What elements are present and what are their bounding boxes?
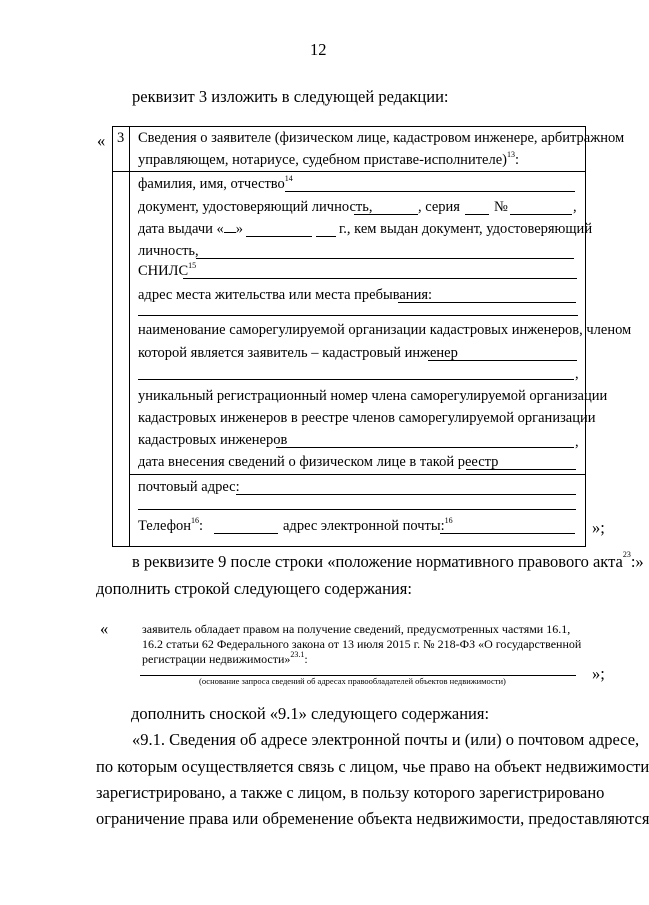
email-label: адрес электронной почты:$^{16}$ [283, 516, 453, 534]
reg-line-1: уникальный регистрационный номер члена саморегулируемой организации [138, 388, 608, 404]
issue-year-line[interactable] [316, 236, 336, 237]
address-line[interactable] [398, 302, 576, 303]
postal-label: почтовый адрес: [138, 479, 240, 495]
postal-line[interactable] [236, 494, 576, 495]
table-postal-divider [129, 474, 586, 475]
intro-text: реквизит 3 изложить в следующей редакции: [132, 87, 449, 106]
table-header-divider [112, 171, 586, 172]
paragraph-1-line-2: дополнить строкой следующего содержания: [96, 579, 412, 598]
paragraph-3-line-3: зарегистрировано, а также с лицом, в пользу которого зарегистрировано [96, 783, 605, 802]
header-line-1: Сведения о заявителе (физическом лице, кадастровом инженере, арбитражном [138, 130, 625, 146]
insert-line-2: 16.2 статьи 62 Федерального закона от 13 июля 2015 г. № 218-ФЗ «О государственной [142, 637, 582, 651]
series-line[interactable] [465, 214, 489, 215]
comma-mark: , [573, 199, 577, 215]
identity-line[interactable] [196, 258, 574, 259]
table-column-divider [129, 126, 130, 547]
table-bottom-border [112, 546, 586, 547]
document-type-line[interactable] [354, 214, 418, 215]
address-line-2[interactable] [138, 315, 578, 316]
paragraph-2: дополнить сноской «9.1» следующего содержания: [131, 704, 490, 723]
reg-line-2: кадастровых инженеров в реестре членов саморегулируемой организации [138, 410, 596, 426]
sro-line-1: наименование саморегулируемой организации кадастровых инженеров, членом [138, 322, 632, 338]
table-left-border [112, 126, 113, 547]
insert-close-quote: »; [592, 664, 605, 683]
snils-line[interactable] [183, 278, 577, 279]
issued-by-label: г., кем выдан документ, удостоверяющий [339, 221, 593, 237]
number-line[interactable] [510, 214, 572, 215]
phone-label: Телефон$^{16}$: [138, 516, 204, 534]
series-label: , серия [418, 199, 460, 215]
phone-line[interactable] [214, 533, 278, 534]
issue-month-line[interactable] [246, 236, 312, 237]
reg-line-3: кадастровых инженеров [138, 432, 288, 448]
paragraph-3-line-4: ограничение права или обременение объекта недвижимости, предоставляются [96, 809, 649, 828]
insert-line-3: регистрации недвижимости»$^{23.1}$: [142, 650, 308, 666]
fio-field-line[interactable] [285, 191, 575, 192]
paragraph-1-line-1: в реквизите 9 после строки «положение нормативного правового акта$^{23}$:» [132, 550, 644, 571]
comma-mark: , [575, 434, 579, 450]
email-line[interactable] [440, 533, 575, 534]
number-label: № [494, 199, 508, 215]
paragraph-3-line-1: «9.1. Сведения об адресе электронной почты и (или) о почтовом адресе, [132, 730, 640, 749]
page-number: 12 [310, 40, 327, 59]
postal-line-2[interactable] [138, 509, 576, 510]
comma-mark: , [575, 366, 579, 382]
insert-open-quote: « [100, 619, 109, 638]
sro-line-extra[interactable] [138, 379, 574, 380]
insert-line-1: заявитель обладает правом на получение сведений, предусмотренных частями 16.1, [142, 622, 571, 636]
header-line-2: управляющем, нотариусе, судебном приставе-исполнителе)$^{13}$: [138, 150, 520, 168]
insert-caption: (основание запроса сведений об адресах правообладателей объектов недвижимости) [199, 676, 506, 686]
row-number: 3 [117, 130, 125, 146]
reg-date-line[interactable] [466, 469, 576, 470]
issue-date-label: дата выдачи « » [138, 221, 244, 237]
address-label: адрес места жительства или места пребывания: [138, 287, 433, 303]
identity-label: личность, [138, 243, 199, 259]
document-label: документ, удостоверяющий личность, [138, 199, 373, 215]
table-close-quote: »; [592, 518, 605, 537]
table-open-quote: « [97, 131, 106, 150]
fio-label: фамилия, имя, отчество$^{14}$ [138, 174, 293, 192]
table-top-border [112, 126, 586, 127]
paragraph-3-line-2: по которым осуществляется связь с лицом, чье право на объект недвижимости [96, 757, 649, 776]
sro-line[interactable] [428, 360, 577, 361]
sro-line-2: которой является заявитель – кадастровый инженер [138, 345, 458, 361]
reg-number-line[interactable] [276, 447, 574, 448]
snils-label: СНИЛС$^{15}$ [138, 261, 197, 279]
reg-date-label: дата внесения сведений о физическом лице в такой реестр [138, 454, 499, 470]
